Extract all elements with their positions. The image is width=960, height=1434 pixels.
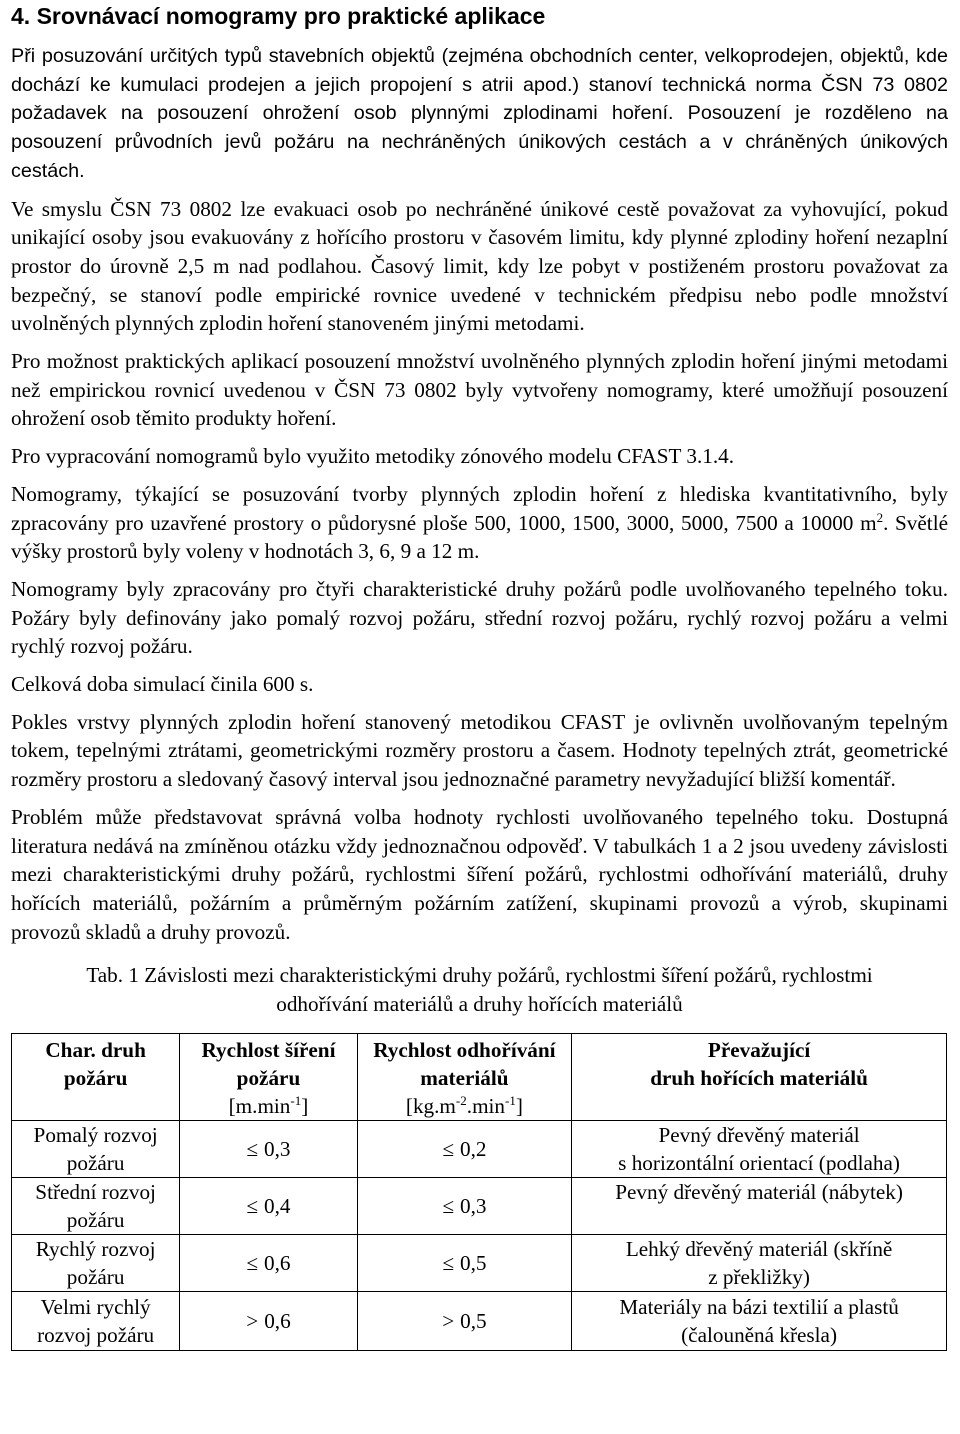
table-caption-line: Tab. 1 Závislosti mezi charakteristickými druhy požárů, rychlostmi šíření požárů, rychlostmi xyxy=(86,963,873,988)
cell-text: Velmi rychlý xyxy=(40,1294,151,1319)
comparison-symbol: > xyxy=(246,1308,259,1333)
unit-text: [kg.m xyxy=(405,1093,456,1118)
paragraph-area-text: Nomogramy, týkající se posuzování tvorby plynných zplodin hoření z hlediska kvantitativního, byly zpracovány pro uzavřené prostory o půdorysné ploše 500, 1000, 1500, 3000, 5000, 7500 a 10000 m xyxy=(11,481,948,535)
comparison-symbol: ≤ xyxy=(442,1250,454,1275)
cell-text: s horizontální orientací (podlaha) xyxy=(618,1150,900,1175)
header-text: druh hořících materiálů xyxy=(650,1065,868,1090)
header-text: materiálů xyxy=(420,1065,509,1090)
table-row xyxy=(12,1120,947,1177)
header-text: požáru xyxy=(236,1065,301,1090)
header-fire-type xyxy=(12,1033,180,1120)
comparison-symbol: ≤ xyxy=(442,1193,454,1218)
header-text: požáru xyxy=(63,1065,128,1090)
table-header-row xyxy=(12,1033,947,1120)
comparison-symbol: ≤ xyxy=(246,1250,259,1275)
cell-value: 0,6 xyxy=(264,1308,291,1333)
unit-text: [m.min xyxy=(228,1093,291,1118)
section-heading: 4. Srovnávací nomogramy pro praktické aplikace xyxy=(11,3,546,29)
header-unit xyxy=(360,1092,569,1120)
header-text: Char. druh xyxy=(45,1037,146,1062)
cell-spread-rate xyxy=(180,1177,357,1234)
cell-text: (čalouněná křesla) xyxy=(681,1322,838,1347)
comparison-symbol: ≤ xyxy=(246,1136,259,1161)
cell-value: 0,6 xyxy=(264,1250,291,1275)
table-row xyxy=(12,1177,947,1234)
paragraph: Celková doba simulací činila 600 s. xyxy=(11,672,314,697)
cell-text: požáru xyxy=(66,1264,125,1289)
comparison-symbol: ≤ xyxy=(442,1136,454,1161)
comparison-symbol: ≤ xyxy=(246,1193,259,1218)
header-material xyxy=(572,1033,947,1120)
cell-text: rozvoj požáru xyxy=(37,1322,155,1347)
header-burn-rate xyxy=(357,1033,571,1120)
paragraph: Pro možnost praktických aplikací posouzení množství uvolněného plynných zplodin hoření jinými metodami než empirickou rovnicí uvedenou v ČSN 73 0802 byly vytvořeny nomogramy, které umožňují posouzení ohrožení osob těmito produkty hoření. xyxy=(11,349,948,431)
paragraph-area xyxy=(11,480,948,566)
paragraph: Pokles vrstvy plynných zplodin hoření stanovený metodikou CFAST je ovlivněn uvolňovaným tepelným tokem, tepelnými ztrátami, geometrickými rozměry prostoru a časem. Hodnoty tepelných ztrát, geometrické rozměry prostoru a sledovaný časový interval jsou jednoznačné parametry nevyžadující bližší komentář. xyxy=(11,709,948,792)
superscript: 2 xyxy=(876,509,884,525)
cell-value: 0,5 xyxy=(460,1250,487,1275)
cell-text: Pevný dřevěný materiál (nábytek) xyxy=(615,1179,903,1204)
paragraph: Ve smyslu ČSN 73 0802 lze evakuaci osob po nechráněné únikové cestě považovat za vyhovující, pokud unikající osoby jsou evakuovány z hořícího prostoru v časovém limitu, kdy plynné zplodiny hoření nezaplní prostor do úrovně 2,5 m nad podlahou. Časový limit, kdy lze pobyt v postiženém prostoru považovat za bezpečný, se stanoví podle empirické rovnice uvedené v technickém předpisu nebo podle množství uvolněných plynných zplodin hoření stanoveném jinými metodami. xyxy=(11,196,948,336)
unit-sup: -1 xyxy=(505,1092,516,1108)
unit-text: ] xyxy=(301,1093,309,1118)
cell-burn-rate xyxy=(357,1234,571,1291)
cell-spread-rate xyxy=(180,1120,357,1177)
paragraph-intro: Při posuzování určitých typů stavebních objektů (zejména obchodních center, velkoprodejen, objektů, kde dochází ke kumulaci prodejen a jejich propojení s atrii apod.) stanoví technická norma ČSN 73 0802 požadavek na posouzení ohrožení osob plynnými zplodinami hoření. Posouzení je rozděleno na posouzení průvodních jevů požáru na nechráněných únikových cestách a v chráněných únikových cestách. xyxy=(11,45,948,182)
cell-burn-rate xyxy=(357,1120,571,1177)
cell-material xyxy=(572,1234,947,1291)
paragraph-area-text-end: . Světlé výšky prostorů byly voleny v hodnotách 3, 6, 9 a 12 m. xyxy=(11,510,948,564)
table-row xyxy=(12,1234,947,1291)
body-text xyxy=(11,195,948,947)
cell-burn-rate xyxy=(357,1177,571,1234)
unit-text: ] xyxy=(515,1093,523,1118)
cell-text: požáru xyxy=(66,1207,125,1232)
cell-text: z překližky) xyxy=(708,1264,810,1289)
table-row xyxy=(12,1291,947,1350)
cell-spread-rate xyxy=(180,1234,357,1291)
unit-text: .min xyxy=(466,1093,506,1118)
cell-material xyxy=(572,1177,947,1234)
header-text: Převažující xyxy=(707,1037,811,1062)
header-spread-rate xyxy=(180,1033,357,1120)
cell-fire-type xyxy=(12,1291,180,1350)
table-caption-line: odhořívání materiálů a druhy hořících materiálů xyxy=(276,992,683,1017)
cell-text: Lehký dřevěný materiál (skříně xyxy=(625,1236,893,1261)
unit-sup: -2 xyxy=(455,1092,467,1108)
unit-sup: -1 xyxy=(290,1092,302,1108)
intro-block xyxy=(11,42,948,186)
cell-material xyxy=(572,1120,947,1177)
comparison-symbol: > xyxy=(442,1308,455,1333)
cell-value: 0,4 xyxy=(264,1193,291,1218)
header-text: Rychlost odhořívání xyxy=(373,1037,556,1062)
header-unit xyxy=(182,1092,354,1120)
cell-material xyxy=(572,1291,947,1350)
cell-fire-type xyxy=(12,1120,180,1177)
cell-fire-type xyxy=(12,1177,180,1234)
paragraph: Problém může představovat správná volba hodnoty rychlosti uvolňovaného tepelného toku. Dostupná literatura nedává na zmíněnou otázku vždy jednoznačnou odpověď. V tabulkách 1 a 2 jsou uvedeny závislosti mezi charakteristickými druhy požárů, rychlostmi šíření požárů, rychlostmi odhořívání materiálů, druhy hořících materiálů, požárním a průměrným požárním zatížení, skupinami provozů a výrob, skupinami provozů skladů a druhy provozů. xyxy=(11,804,948,944)
cell-text: Střední rozvoj xyxy=(35,1179,156,1204)
cell-spread-rate xyxy=(180,1291,357,1350)
header-text: Rychlost šíření xyxy=(201,1037,336,1062)
paragraph: Pro vypracování nomogramů bylo využito metodiky zónového modelu CFAST 3.1.4. xyxy=(11,444,735,469)
paragraph: Nomogramy byly zpracovány pro čtyři charakteristické druhy požárů podle uvolňovaného tepelného toku. Požáry byly definovány jako pomalý rozvoj požáru, střední rozvoj požáru, rychlý rozvoj požáru a velmi rychlý rozvoj požáru. xyxy=(11,576,948,659)
cell-value: 0,5 xyxy=(460,1308,487,1333)
cell-text: Rychlý rozvoj xyxy=(35,1236,156,1261)
cell-text: požáru xyxy=(66,1150,125,1175)
cell-value: 0,2 xyxy=(460,1136,487,1161)
fire-types-table xyxy=(11,1033,947,1351)
cell-fire-type xyxy=(12,1234,180,1291)
cell-value: 0,3 xyxy=(264,1136,291,1161)
cell-burn-rate xyxy=(357,1291,571,1350)
cell-text: Pomalý rozvoj xyxy=(33,1122,158,1147)
cell-text: Materiály na bázi textilií a plastů xyxy=(619,1294,899,1319)
table-caption xyxy=(11,961,948,1018)
cell-value: 0,3 xyxy=(460,1193,487,1218)
cell-text: Pevný dřevěný materiál xyxy=(658,1122,860,1147)
